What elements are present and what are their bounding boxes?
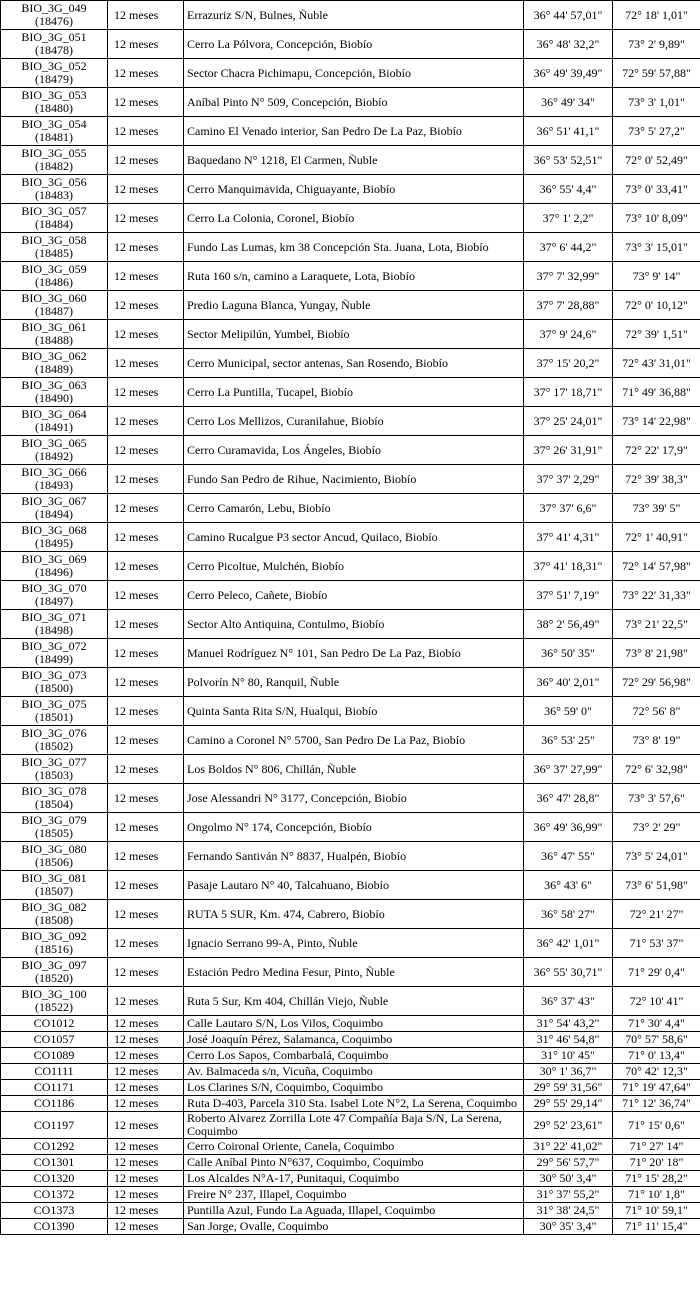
site-id-cell: BIO_3G_076 (18502) <box>1 726 108 755</box>
table-row <box>1 494 700 523</box>
site-id-cell: BIO_3G_063 (18490) <box>1 378 108 407</box>
period-cell: 12 meses <box>108 1203 184 1219</box>
site-id-cell: CO1111 <box>1 1064 108 1080</box>
table-row <box>1 291 700 320</box>
site-id-cell: BIO_3G_072 (18499) <box>1 639 108 668</box>
table-row <box>1 1187 700 1203</box>
site-id-cell: BIO_3G_052 (18479) <box>1 59 108 88</box>
address-cell: Los Clarines S/N, Coquimbo, Coquimbo <box>184 1080 524 1096</box>
address-cell: Cerro Camarón, Lebu, Biobío <box>184 494 524 523</box>
longitude-cell: 71° 20' 18" <box>613 1155 700 1171</box>
period-cell: 12 meses <box>108 755 184 784</box>
site-id-cell: CO1012 <box>1 1016 108 1032</box>
latitude-cell: 36° 50' 35" <box>524 639 613 668</box>
address-cell: San Jorge, Ovalle, Coquimbo <box>184 1219 524 1235</box>
site-id-cell: BIO_3G_097 (18520) <box>1 958 108 987</box>
address-cell: Cerro La Puntilla, Tucapel, Biobío <box>184 378 524 407</box>
latitude-cell: 31° 54' 43,2" <box>524 1016 613 1032</box>
site-id-cell: BIO_3G_049 (18476) <box>1 1 108 30</box>
latitude-cell: 37° 9' 24,6" <box>524 320 613 349</box>
site-id-cell: BIO_3G_066 (18493) <box>1 465 108 494</box>
period-cell: 12 meses <box>108 581 184 610</box>
latitude-cell: 29° 59' 31,56" <box>524 1080 613 1096</box>
latitude-cell: 29° 56' 57,7" <box>524 1155 613 1171</box>
latitude-cell: 29° 55' 29,14" <box>524 1096 613 1112</box>
period-cell: 12 meses <box>108 204 184 233</box>
address-cell: Polvorín N° 80, Ranquil, Ñuble <box>184 668 524 697</box>
table-row <box>1 1064 700 1080</box>
period-cell: 12 meses <box>108 175 184 204</box>
longitude-cell: 72° 39' 38,3" <box>613 465 700 494</box>
latitude-cell: 37° 41' 18,31" <box>524 552 613 581</box>
address-cell: Ignacio Serrano 99-A, Pinto, Ñuble <box>184 929 524 958</box>
site-id-cell: CO1292 <box>1 1139 108 1155</box>
site-id-cell: BIO_3G_067 (18494) <box>1 494 108 523</box>
site-id-cell: BIO_3G_075 (18501) <box>1 697 108 726</box>
period-cell: 12 meses <box>108 1048 184 1064</box>
address-cell: Puntilla Azul, Fundo La Aguada, Illapel, Coquimbo <box>184 1203 524 1219</box>
address-cell: Roberto Alvarez Zorrilla Lote 47 Compañía Baja S/N, La Serena, Coquimbo <box>184 1112 524 1139</box>
latitude-cell: 36° 48' 32,2" <box>524 30 613 59</box>
period-cell: 12 meses <box>108 30 184 59</box>
period-cell: 12 meses <box>108 1112 184 1139</box>
site-id-cell: BIO_3G_057 (18484) <box>1 204 108 233</box>
table-row <box>1 639 700 668</box>
address-cell: Estación Pedro Medina Fesur, Pinto, Ñuble <box>184 958 524 987</box>
period-cell: 12 meses <box>108 349 184 378</box>
address-cell: Cerro Manquimavida, Chiguayante, Biobío <box>184 175 524 204</box>
table-row <box>1 1155 700 1171</box>
address-cell: Quinta Santa Rita S/N, Hualqui, Biobío <box>184 697 524 726</box>
address-cell: Cerro La Pólvora, Concepción, Biobío <box>184 30 524 59</box>
longitude-cell: 71° 10' 59,1" <box>613 1203 700 1219</box>
period-cell: 12 meses <box>108 1064 184 1080</box>
table-row <box>1 117 700 146</box>
period-cell: 12 meses <box>108 958 184 987</box>
longitude-cell: 73° 9' 14" <box>613 262 700 291</box>
table-row <box>1 204 700 233</box>
longitude-cell: 73° 5' 27,2" <box>613 117 700 146</box>
address-cell: Los Boldos N° 806, Chillán, Ñuble <box>184 755 524 784</box>
site-id-cell: BIO_3G_100 (18522) <box>1 987 108 1016</box>
period-cell: 12 meses <box>108 668 184 697</box>
longitude-cell: 72° 6' 32,98" <box>613 755 700 784</box>
latitude-cell: 37° 37' 2,29" <box>524 465 613 494</box>
longitude-cell: 71° 12' 36,74" <box>613 1096 700 1112</box>
longitude-cell: 73° 14' 22,98" <box>613 407 700 436</box>
table-row <box>1 552 700 581</box>
latitude-cell: 37° 7' 32,99" <box>524 262 613 291</box>
latitude-cell: 37° 51' 7,19" <box>524 581 613 610</box>
sites-table-body <box>1 1 700 1235</box>
address-cell: Pasaje Lautaro N° 40, Talcahuano, Biobío <box>184 871 524 900</box>
latitude-cell: 31° 22' 41,02" <box>524 1139 613 1155</box>
period-cell: 12 meses <box>108 842 184 871</box>
latitude-cell: 36° 51' 41,1" <box>524 117 613 146</box>
site-id-cell: BIO_3G_069 (18496) <box>1 552 108 581</box>
table-row <box>1 349 700 378</box>
site-id-cell: CO1373 <box>1 1203 108 1219</box>
address-cell: Cerro Los Mellizos, Curanilahue, Biobío <box>184 407 524 436</box>
site-id-cell: BIO_3G_071 (18498) <box>1 610 108 639</box>
period-cell: 12 meses <box>108 88 184 117</box>
table-row <box>1 378 700 407</box>
latitude-cell: 30° 35' 3,4" <box>524 1219 613 1235</box>
address-cell: Ruta 160 s/n, camino a Laraquete, Lota, Biobío <box>184 262 524 291</box>
period-cell: 12 meses <box>108 59 184 88</box>
site-id-cell: CO1372 <box>1 1187 108 1203</box>
period-cell: 12 meses <box>108 987 184 1016</box>
latitude-cell: 36° 43' 6" <box>524 871 613 900</box>
site-id-cell: BIO_3G_064 (18491) <box>1 407 108 436</box>
period-cell: 12 meses <box>108 552 184 581</box>
latitude-cell: 37° 15' 20,2" <box>524 349 613 378</box>
site-id-cell: CO1197 <box>1 1112 108 1139</box>
table-row <box>1 900 700 929</box>
period-cell: 12 meses <box>108 813 184 842</box>
address-cell: Sector Alto Antiquina, Contulmo, Biobío <box>184 610 524 639</box>
site-id-cell: BIO_3G_051 (18478) <box>1 30 108 59</box>
period-cell: 12 meses <box>108 407 184 436</box>
period-cell: 12 meses <box>108 697 184 726</box>
latitude-cell: 36° 42' 1,01" <box>524 929 613 958</box>
table-row <box>1 436 700 465</box>
period-cell: 12 meses <box>108 726 184 755</box>
longitude-cell: 71° 15' 28,2" <box>613 1171 700 1187</box>
period-cell: 12 meses <box>108 291 184 320</box>
longitude-cell: 71° 0' 13,4" <box>613 1048 700 1064</box>
latitude-cell: 29° 52' 23,61" <box>524 1112 613 1139</box>
latitude-cell: 36° 49' 34" <box>524 88 613 117</box>
period-cell: 12 meses <box>108 320 184 349</box>
longitude-cell: 71° 53' 37" <box>613 929 700 958</box>
latitude-cell: 36° 49' 36,99" <box>524 813 613 842</box>
address-cell: Calle Lautaro S/N, Los Vilos, Coquimbo <box>184 1016 524 1032</box>
latitude-cell: 30° 50' 3,4" <box>524 1171 613 1187</box>
address-cell: Ongolmo N° 174, Concepción, Biobío <box>184 813 524 842</box>
table-row <box>1 1048 700 1064</box>
longitude-cell: 72° 18' 1,01" <box>613 1 700 30</box>
latitude-cell: 36° 37' 43" <box>524 987 613 1016</box>
table-row <box>1 88 700 117</box>
site-id-cell: BIO_3G_061 (18488) <box>1 320 108 349</box>
address-cell: Baquedano N° 1218, El Carmen, Ñuble <box>184 146 524 175</box>
latitude-cell: 37° 37' 6,6" <box>524 494 613 523</box>
table-row <box>1 726 700 755</box>
table-row <box>1 610 700 639</box>
table-row <box>1 871 700 900</box>
site-id-cell: BIO_3G_055 (18482) <box>1 146 108 175</box>
period-cell: 12 meses <box>108 378 184 407</box>
address-cell: Cerro Curamavida, Los Ángeles, Biobío <box>184 436 524 465</box>
address-cell: Av. Balmaceda s/n, Vicuña, Coquimbo <box>184 1064 524 1080</box>
address-cell: Aníbal Pinto N° 509, Concepción, Biobío <box>184 88 524 117</box>
period-cell: 12 meses <box>108 1032 184 1048</box>
site-id-cell: BIO_3G_059 (18486) <box>1 262 108 291</box>
site-id-cell: BIO_3G_077 (18503) <box>1 755 108 784</box>
address-cell: Cerro La Colonia, Coronel, Biobío <box>184 204 524 233</box>
table-row <box>1 1016 700 1032</box>
period-cell: 12 meses <box>108 639 184 668</box>
latitude-cell: 31° 37' 55,2" <box>524 1187 613 1203</box>
address-cell: Freire N° 237, Illapel, Coquimbo <box>184 1187 524 1203</box>
period-cell: 12 meses <box>108 929 184 958</box>
site-id-cell: BIO_3G_053 (18480) <box>1 88 108 117</box>
table-row <box>1 233 700 262</box>
site-id-cell: BIO_3G_058 (18485) <box>1 233 108 262</box>
latitude-cell: 36° 44' 57,01" <box>524 1 613 30</box>
period-cell: 12 meses <box>108 1155 184 1171</box>
site-id-cell: CO1390 <box>1 1219 108 1235</box>
period-cell: 12 meses <box>108 1016 184 1032</box>
latitude-cell: 31° 10' 45" <box>524 1048 613 1064</box>
address-cell: Ruta 5 Sur, Km 404, Chillán Viejo, Ñuble <box>184 987 524 1016</box>
longitude-cell: 73° 3' 15,01" <box>613 233 700 262</box>
longitude-cell: 73° 6' 51,98" <box>613 871 700 900</box>
latitude-cell: 36° 40' 2,01" <box>524 668 613 697</box>
longitude-cell: 72° 0' 10,12" <box>613 291 700 320</box>
longitude-cell: 71° 29' 0,4" <box>613 958 700 987</box>
latitude-cell: 37° 6' 44,2" <box>524 233 613 262</box>
table-row <box>1 668 700 697</box>
site-id-cell: CO1320 <box>1 1171 108 1187</box>
address-cell: Errazuriz S/N, Bulnes, Ñuble <box>184 1 524 30</box>
address-cell: Manuel Rodríguez N° 101, San Pedro De La Paz, Biobío <box>184 639 524 668</box>
longitude-cell: 73° 22' 31,33" <box>613 581 700 610</box>
latitude-cell: 36° 55' 4,4" <box>524 175 613 204</box>
longitude-cell: 73° 21' 22,5" <box>613 610 700 639</box>
table-row <box>1 320 700 349</box>
site-id-cell: BIO_3G_054 (18481) <box>1 117 108 146</box>
latitude-cell: 37° 25' 24,01" <box>524 407 613 436</box>
table-row <box>1 146 700 175</box>
table-row <box>1 1139 700 1155</box>
period-cell: 12 meses <box>108 1080 184 1096</box>
period-cell: 12 meses <box>108 1 184 30</box>
address-cell: Sector Melipilún, Yumbel, Biobío <box>184 320 524 349</box>
latitude-cell: 38° 2' 56,49" <box>524 610 613 639</box>
site-id-cell: BIO_3G_092 (18516) <box>1 929 108 958</box>
site-id-cell: BIO_3G_079 (18505) <box>1 813 108 842</box>
longitude-cell: 72° 22' 17,9" <box>613 436 700 465</box>
address-cell: Camino a Coronel N° 5700, San Pedro De La Paz, Biobío <box>184 726 524 755</box>
address-cell: Fundo Las Lumas, km 38 Concepción Sta. Juana, Lota, Biobío <box>184 233 524 262</box>
period-cell: 12 meses <box>108 1096 184 1112</box>
address-cell: Cerro Picoltue, Mulchén, Biobío <box>184 552 524 581</box>
longitude-cell: 73° 10' 8,09" <box>613 204 700 233</box>
table-row <box>1 755 700 784</box>
table-row <box>1 1219 700 1235</box>
longitude-cell: 73° 5' 24,01" <box>613 842 700 871</box>
period-cell: 12 meses <box>108 262 184 291</box>
longitude-cell: 72° 21' 27" <box>613 900 700 929</box>
site-id-cell: CO1089 <box>1 1048 108 1064</box>
address-cell: Cerro Los Sapos, Combarbalá, Coquimbo <box>184 1048 524 1064</box>
latitude-cell: 36° 49' 39,49" <box>524 59 613 88</box>
latitude-cell: 36° 59' 0" <box>524 697 613 726</box>
latitude-cell: 36° 47' 55" <box>524 842 613 871</box>
period-cell: 12 meses <box>108 1219 184 1235</box>
table-row <box>1 523 700 552</box>
longitude-cell: 71° 27' 14" <box>613 1139 700 1155</box>
table-row <box>1 987 700 1016</box>
longitude-cell: 73° 39' 5" <box>613 494 700 523</box>
table-row <box>1 1203 700 1219</box>
site-id-cell: BIO_3G_068 (18495) <box>1 523 108 552</box>
longitude-cell: 70° 57' 58,6" <box>613 1032 700 1048</box>
site-id-cell: BIO_3G_078 (18504) <box>1 784 108 813</box>
table-row <box>1 842 700 871</box>
address-cell: Fernando Santiván N° 8837, Hualpén, Biobío <box>184 842 524 871</box>
longitude-cell: 71° 11' 15,4" <box>613 1219 700 1235</box>
site-id-cell: BIO_3G_056 (18483) <box>1 175 108 204</box>
table-row <box>1 1112 700 1139</box>
period-cell: 12 meses <box>108 871 184 900</box>
table-row <box>1 175 700 204</box>
site-id-cell: BIO_3G_073 (18500) <box>1 668 108 697</box>
site-id-cell: CO1301 <box>1 1155 108 1171</box>
longitude-cell: 73° 2' 29" <box>613 813 700 842</box>
latitude-cell: 36° 53' 25" <box>524 726 613 755</box>
table-row <box>1 697 700 726</box>
site-id-cell: BIO_3G_080 (18506) <box>1 842 108 871</box>
site-id-cell: BIO_3G_082 (18508) <box>1 900 108 929</box>
latitude-cell: 31° 46' 54,8" <box>524 1032 613 1048</box>
address-cell: Predio Laguna Blanca, Yungay, Ñuble <box>184 291 524 320</box>
longitude-cell: 72° 1' 40,91" <box>613 523 700 552</box>
period-cell: 12 meses <box>108 465 184 494</box>
address-cell: Cerro Peleco, Cañete, Biobío <box>184 581 524 610</box>
longitude-cell: 72° 59' 57,88" <box>613 59 700 88</box>
latitude-cell: 37° 41' 4,31" <box>524 523 613 552</box>
table-row <box>1 59 700 88</box>
site-id-cell: BIO_3G_081 (18507) <box>1 871 108 900</box>
period-cell: 12 meses <box>108 1187 184 1203</box>
table-row <box>1 262 700 291</box>
longitude-cell: 72° 0' 52,49" <box>613 146 700 175</box>
longitude-cell: 71° 19' 47,64" <box>613 1080 700 1096</box>
longitude-cell: 73° 2' 9,89" <box>613 30 700 59</box>
table-row <box>1 1096 700 1112</box>
latitude-cell: 36° 37' 27,99" <box>524 755 613 784</box>
period-cell: 12 meses <box>108 610 184 639</box>
latitude-cell: 37° 1' 2,2" <box>524 204 613 233</box>
site-id-cell: BIO_3G_070 (18497) <box>1 581 108 610</box>
table-row <box>1 407 700 436</box>
table-row <box>1 1032 700 1048</box>
longitude-cell: 72° 43' 31,01" <box>613 349 700 378</box>
site-id-cell: BIO_3G_065 (18492) <box>1 436 108 465</box>
latitude-cell: 31° 38' 24,5" <box>524 1203 613 1219</box>
period-cell: 12 meses <box>108 233 184 262</box>
address-cell: Camino Rucalgue P3 sector Ancud, Quilaco, Biobío <box>184 523 524 552</box>
table-row <box>1 958 700 987</box>
address-cell: Fundo San Pedro de Rihue, Nacimiento, Biobío <box>184 465 524 494</box>
table-row <box>1 1 700 30</box>
table-row <box>1 581 700 610</box>
table-row <box>1 30 700 59</box>
address-cell: Camino El Venado interior, San Pedro De La Paz, Biobío <box>184 117 524 146</box>
site-id-cell: CO1186 <box>1 1096 108 1112</box>
longitude-cell: 71° 49' 36,88" <box>613 378 700 407</box>
longitude-cell: 73° 8' 19" <box>613 726 700 755</box>
latitude-cell: 30° 1' 36,7" <box>524 1064 613 1080</box>
table-row <box>1 813 700 842</box>
period-cell: 12 meses <box>108 117 184 146</box>
longitude-cell: 73° 8' 21,98" <box>613 639 700 668</box>
latitude-cell: 37° 17' 18,71" <box>524 378 613 407</box>
longitude-cell: 71° 10' 1,8" <box>613 1187 700 1203</box>
table-row <box>1 784 700 813</box>
longitude-cell: 72° 56' 8" <box>613 697 700 726</box>
table-row <box>1 1171 700 1187</box>
address-cell: RUTA 5 SUR, Km. 474, Cabrero, Biobío <box>184 900 524 929</box>
period-cell: 12 meses <box>108 436 184 465</box>
longitude-cell: 72° 10' 41" <box>613 987 700 1016</box>
period-cell: 12 meses <box>108 523 184 552</box>
longitude-cell: 72° 14' 57,98" <box>613 552 700 581</box>
latitude-cell: 37° 7' 28,88" <box>524 291 613 320</box>
period-cell: 12 meses <box>108 784 184 813</box>
longitude-cell: 73° 3' 1,01" <box>613 88 700 117</box>
site-id-cell: CO1171 <box>1 1080 108 1096</box>
latitude-cell: 36° 58' 27" <box>524 900 613 929</box>
address-cell: Cerro Coironal Oriente, Canela, Coquimbo <box>184 1139 524 1155</box>
table-row <box>1 465 700 494</box>
table-row <box>1 929 700 958</box>
latitude-cell: 36° 47' 28,8" <box>524 784 613 813</box>
period-cell: 12 meses <box>108 494 184 523</box>
address-cell: Los Alcaldes N°A-17, Punitaqui, Coquimbo <box>184 1171 524 1187</box>
longitude-cell: 71° 30' 4,4" <box>613 1016 700 1032</box>
period-cell: 12 meses <box>108 1171 184 1187</box>
address-cell: Cerro Municipal, sector antenas, San Rosendo, Biobío <box>184 349 524 378</box>
latitude-cell: 36° 55' 30,71" <box>524 958 613 987</box>
longitude-cell: 70° 42' 12,3" <box>613 1064 700 1080</box>
address-cell: Ruta D-403, Parcela 310 Sta. Isabel Lote N°2, La Serena, Coquimbo <box>184 1096 524 1112</box>
longitude-cell: 71° 15' 0,6" <box>613 1112 700 1139</box>
period-cell: 12 meses <box>108 146 184 175</box>
site-id-cell: BIO_3G_062 (18489) <box>1 349 108 378</box>
longitude-cell: 72° 29' 56,98" <box>613 668 700 697</box>
site-id-cell: BIO_3G_060 (18487) <box>1 291 108 320</box>
address-cell: Calle Aníbal Pinto N°637, Coquimbo, Coquimbo <box>184 1155 524 1171</box>
address-cell: Sector Chacra Pichimapu, Concepción, Biobío <box>184 59 524 88</box>
address-cell: José Joaquín Pérez, Salamanca, Coquimbo <box>184 1032 524 1048</box>
site-id-cell: CO1057 <box>1 1032 108 1048</box>
longitude-cell: 72° 39' 1,51" <box>613 320 700 349</box>
table-row <box>1 1080 700 1096</box>
address-cell: Jose Alessandri N° 3177, Concepción, Biobío <box>184 784 524 813</box>
longitude-cell: 73° 0' 33,41" <box>613 175 700 204</box>
latitude-cell: 36° 53' 52,51" <box>524 146 613 175</box>
period-cell: 12 meses <box>108 1139 184 1155</box>
period-cell: 12 meses <box>108 900 184 929</box>
latitude-cell: 37° 26' 31,91" <box>524 436 613 465</box>
longitude-cell: 73° 3' 57,6" <box>613 784 700 813</box>
